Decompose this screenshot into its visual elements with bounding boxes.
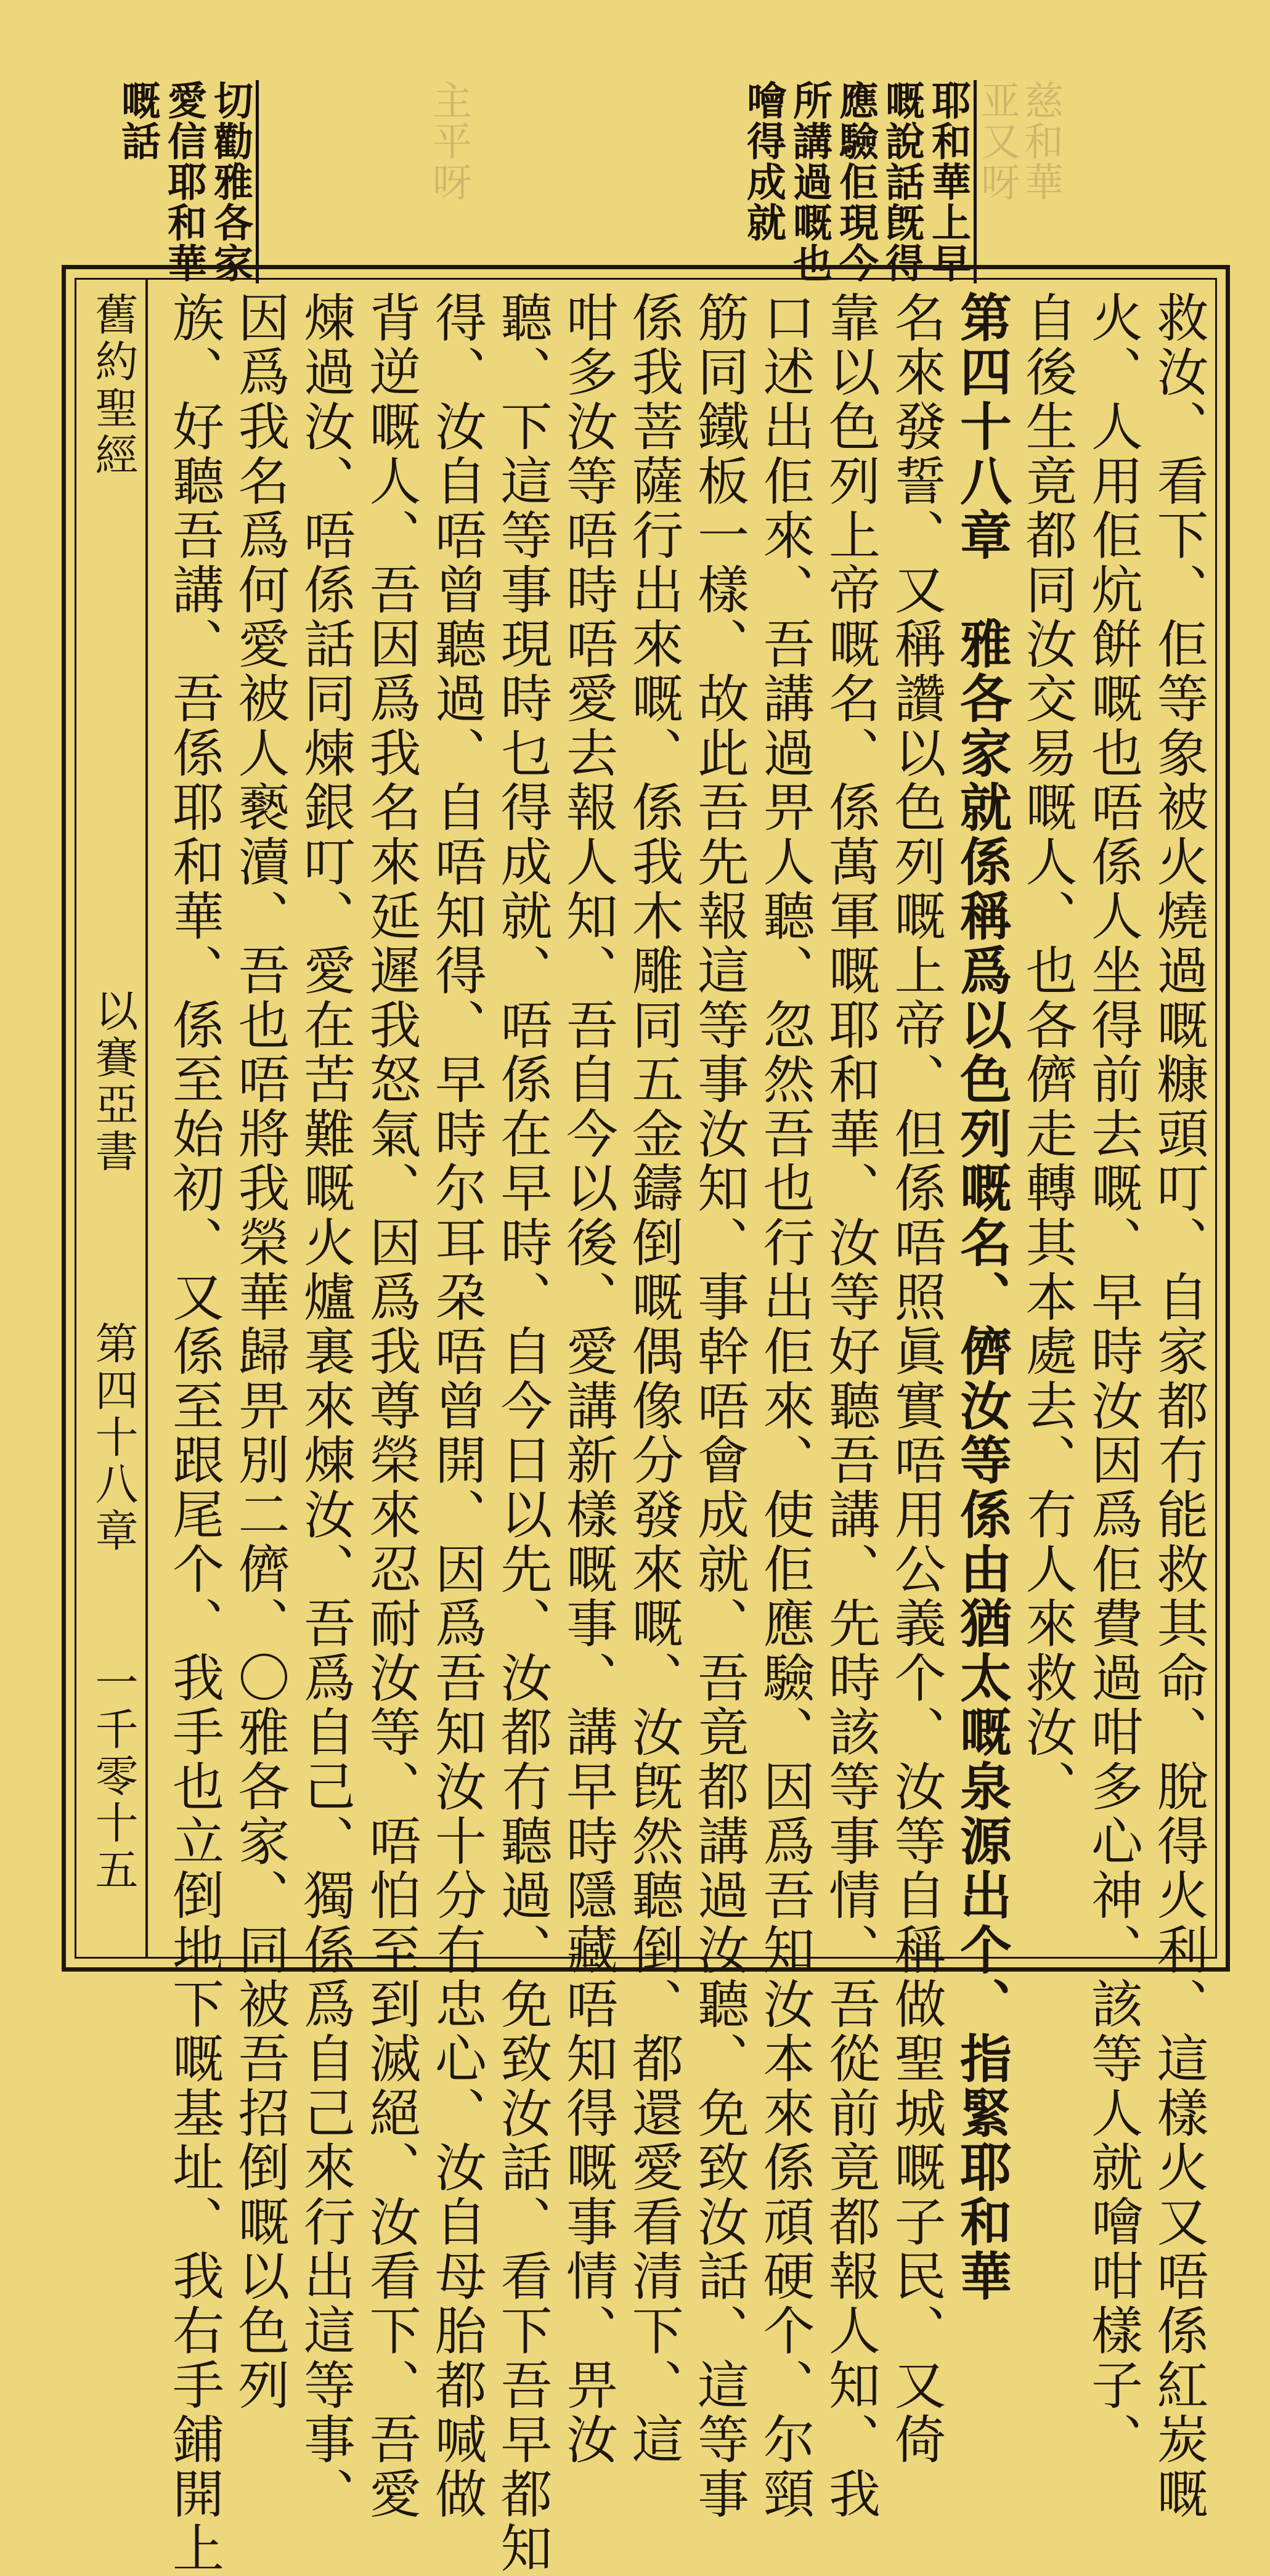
- text-column: 族、好聽吾講、吾係耶和華、係至始初、又係至跟尾个、我手也立倒地下嘅基址、我右手鋪開上: [164, 291, 225, 2576]
- text-column: 聽、下這等事現時乜得成就、唔係在早時、自今日以先、汝都冇聽過、免致汝話、看下吾早都知: [492, 291, 553, 2576]
- headnote-rule-left: [256, 80, 259, 283]
- headnote-left-line-3: 嘅話: [115, 80, 161, 161]
- book-name: 以賽亞書: [88, 988, 139, 1176]
- text-column: 係我菩薩行出來嘅、係我木雕同五金鑄倒嘅偶像分發來嘅、汝旣然聽倒、都還愛看清下、這: [624, 291, 684, 2467]
- margin-column: [76, 280, 148, 1957]
- book-title: 舊約聖經: [88, 292, 139, 479]
- headnote-right-line-2: 嘅說話旣得: [879, 80, 925, 283]
- text-column: 因爲我名爲何愛被人褻瀆、吾也唔將我榮華歸畀別二儕、〇雅各家、同被吾招倒嘅以色列: [230, 291, 290, 2413]
- text-column: 火、人用佢炕餠嘅也唔係人坐得前去嘅、早時汝因爲佢費過咁多心神、該等人就噲咁樣子、: [1083, 291, 1144, 2467]
- text-column: 咁多汝等唔時唔愛去報人知、吾自今以後、愛講新樣嘅事、講早時隱藏唔知得嘅事情、畀汝: [558, 291, 619, 2467]
- ghost-note-3: 主平呀: [426, 80, 471, 202]
- headnote-right-line-5: 噲得成就: [740, 80, 786, 243]
- inner-frame: [75, 278, 1217, 2576]
- text-column: 得、汝自唔曾聽過、自唔知得、早時尔耳朶唔曾開、因爲吾知汝十分冇忠心、汝自母胎都喊做: [426, 291, 487, 2522]
- headnote-right-line-1: 耶和華上早: [925, 80, 971, 283]
- headnote-left-line-2: 愛信耶和華: [161, 80, 207, 283]
- text-column: 口述出佢來、吾講過畀人聽、忽然吾也行出佢來、使佢應驗、因爲吾知汝本來係頑硬个、尔頸: [755, 291, 815, 2522]
- text-column: 背逆嘅人、吾因爲我名來延遲我怒氣、因爲我尊榮來忍耐汝等、唔怕至到滅絕、汝看下、吾愛: [361, 291, 421, 2522]
- headnote-rule-right: [974, 80, 977, 283]
- text-column: 靠以色列上帝嘅名、係萬軍嘅耶和華、汝等好聽吾講、先時該等事情、吾從前竟都報人知、我: [820, 291, 881, 2522]
- ghost-note-2: 亚又呀: [974, 80, 1020, 202]
- headnotes: [105, 80, 1078, 283]
- text-column: 名來發誓、又稱讚以色列嘅上帝、但係唔照眞實唔用公義个、汝等自稱做聖城嘅子民、又倚: [886, 291, 946, 2467]
- ghost-note-1: 慈和華: [1017, 80, 1063, 202]
- chapter-heading-column: 第四十八章 雅各家就係稱爲以色列嘅名、儕汝等係由猶太嘅泉源出个、指緊耶和華: [951, 291, 1013, 2304]
- headnote-right-line-4: 所講過嘅也: [786, 80, 832, 283]
- text-column: 救汝、看下、佢等象被火燒過嘅糠頭叮、自家都冇能救其命、脫得火利、這樣火又唔係紅炭嘅: [1149, 291, 1209, 2522]
- chapter-label: 第四十八章: [88, 1321, 139, 1555]
- main-text: [150, 280, 1215, 2576]
- headnote-right-line-3: 應驗佢現今: [832, 80, 879, 283]
- text-column: 煉過汝、唔係話同煉銀叮、愛在苦難嘅火爐裏來煉汝、吾爲自己、獨係爲自己來行出這等事、: [295, 291, 356, 2522]
- page-frame: [62, 265, 1230, 2576]
- page-number: 一千零十五: [88, 1660, 139, 1894]
- text-column: 筋同鐵板一樣、故此吾先報這等事汝知、事幹唔會成就、吾竟都講過汝聽、免致汝話、這等事: [689, 291, 750, 2522]
- text-column: 自後生竟都同汝交易嘅人、也各儕走轉其本處去、冇人來救汝、: [1017, 291, 1078, 1814]
- headnote-left-line-1: 切勸雅各家: [207, 80, 253, 283]
